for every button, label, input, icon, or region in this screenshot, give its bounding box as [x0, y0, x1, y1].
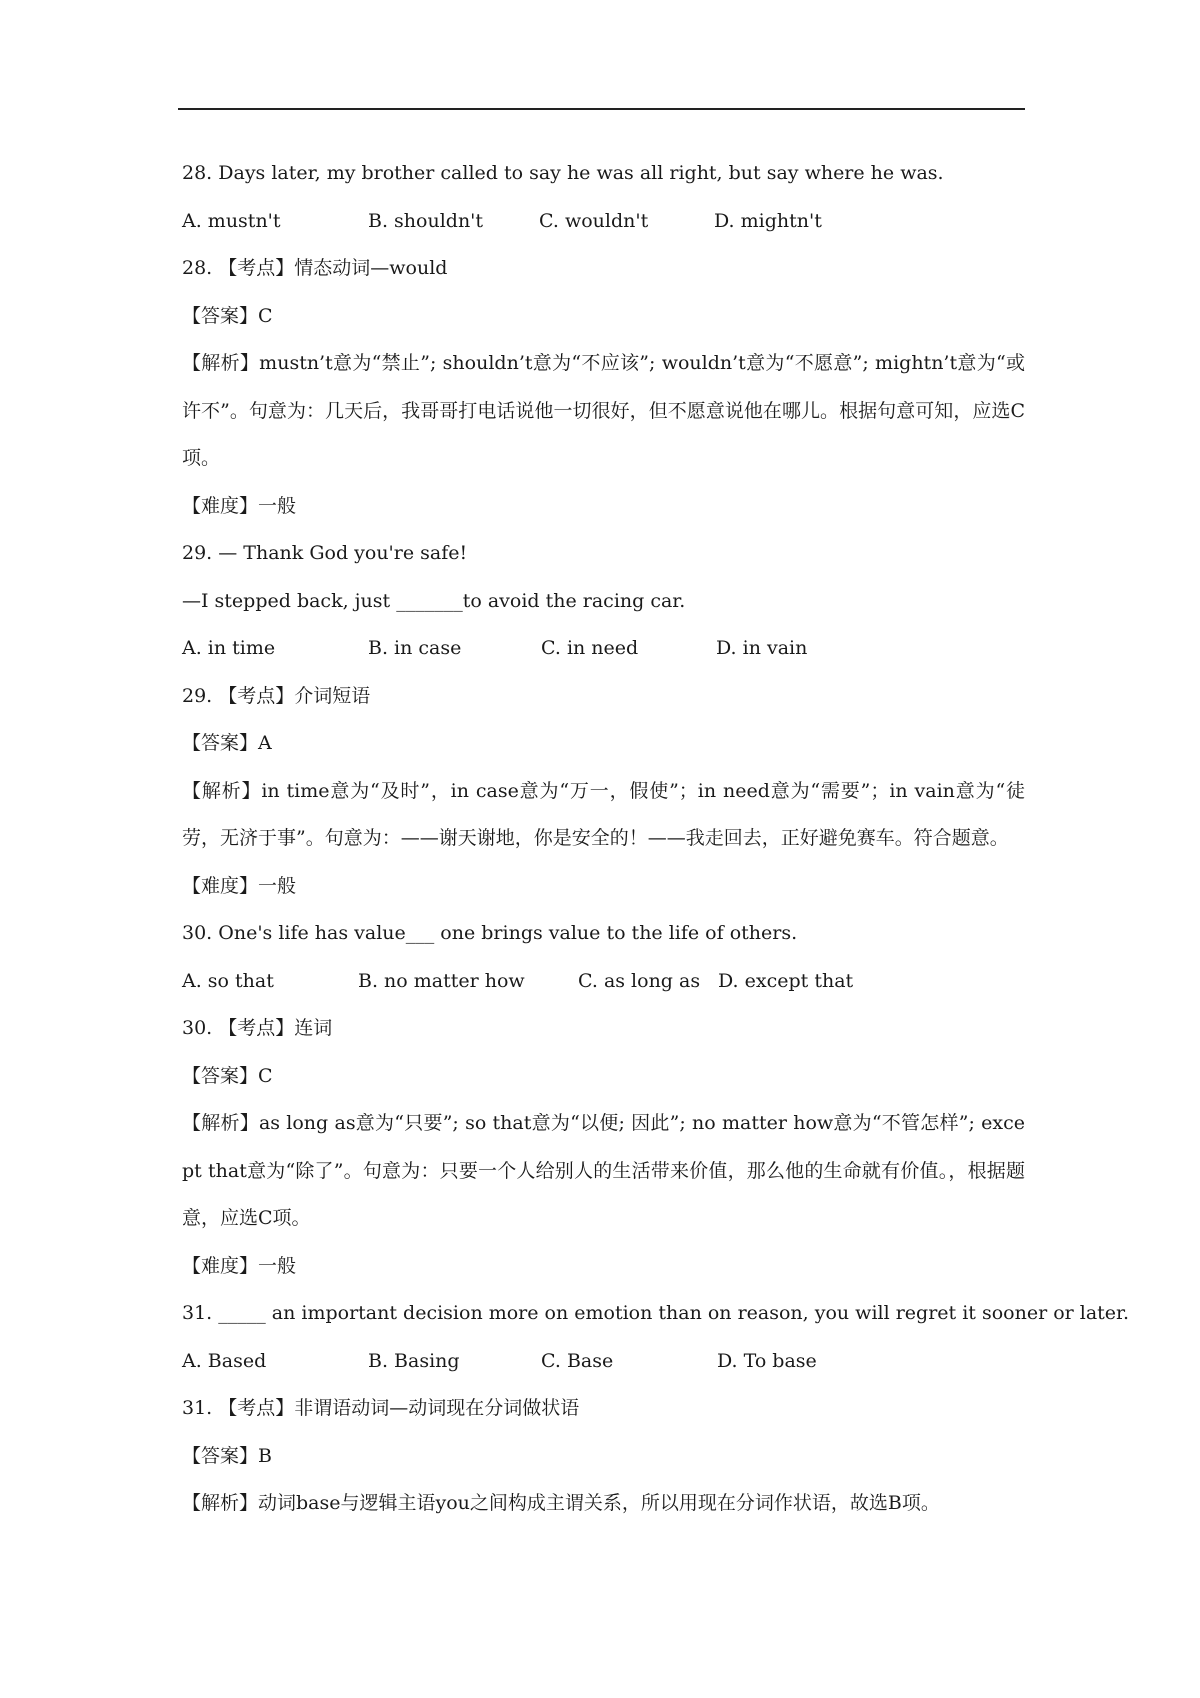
question-31-kaodian: 31. 【考点】非谓语动词—动词现在分词做状语 — [182, 1397, 580, 1419]
question-28-kaodian: 28. 【考点】情态动词—would — [182, 257, 448, 279]
question-31-options — [182, 1338, 1025, 1386]
option-c: C. wouldn't — [539, 209, 649, 232]
question-30-options — [182, 958, 1025, 1006]
option-b: B. no matter how — [358, 969, 525, 992]
question-28-difficulty: 【难度】一般 — [182, 494, 297, 517]
question-30-kaodian: 30. 【考点】连词 — [182, 1017, 333, 1039]
question-29-analysis: 【解析】in time意为“及时”，in case意为“万一，假使”；in need意为“需要”；in vain意为“徒劳，无济于事”。句意为：——谢天谢地，你是安全的！——我走回去，正好避免赛车。符合题意。 — [182, 779, 1025, 849]
question-29-stem: 29. — Thank God you're safe! — [182, 542, 468, 564]
option-a: A. mustn't — [182, 209, 281, 232]
option-d: D. in vain — [716, 637, 808, 659]
option-b: B. shouldn't — [368, 209, 484, 232]
option-a: A. Based — [182, 1349, 267, 1372]
option-c: C. Base — [541, 1349, 614, 1372]
option-d: D. To base — [717, 1349, 817, 1372]
question-30-answer: 【答案】C — [182, 1064, 273, 1087]
header-rule — [178, 108, 1025, 110]
question-29-difficulty: 【难度】一般 — [182, 874, 297, 897]
question-30-difficulty: 【难度】一般 — [182, 1254, 297, 1277]
option-c: C. in need — [541, 637, 639, 659]
question-28-analysis: 【解析】mustn’t意为“禁止”; shouldn’t意为“不应该”; wouldn’t意为“不愿意”; mightn’t意为“或许不”。句意为：几天后，我哥哥打电话说他一切很好，但不愿意说他在哪儿。根据句意可知，应选C项。 — [182, 352, 1025, 469]
option-b: B. in case — [368, 637, 462, 659]
question-28-options — [182, 198, 1025, 246]
question-30-stem: 30. One's life has value___ one brings value to the life of others. — [182, 922, 798, 944]
option-d: D. except that — [718, 969, 854, 992]
option-d: D. mightn't — [714, 209, 822, 232]
document-body — [182, 150, 1130, 1528]
question-29-kaodian: 29. 【考点】介词短语 — [182, 684, 371, 707]
option-a: A. in time — [182, 637, 276, 659]
question-29-stem-reply: —I stepped back, just _______to avoid the racing car. — [182, 589, 686, 612]
question-30-analysis: 【解析】as long as意为“只要”; so that意为“以便; 因此”; no matter how意为“不管怎样”; except that意为“除了”。句意为：只要一个人给别人的生活带来价值，那么他的生命就有价值。，根据题意，应选C项。 — [182, 1112, 1025, 1229]
option-a: A. so that — [182, 969, 274, 992]
question-29-options — [182, 625, 1025, 673]
question-31-answer: 【答案】B — [182, 1444, 272, 1467]
option-c: C. as long as — [578, 969, 701, 992]
option-b: B. Basing — [368, 1349, 460, 1372]
question-29-answer: 【答案】A — [182, 732, 272, 754]
question-28-stem: 28. Days later, my brother called to say he was all right, but say where he was. — [182, 162, 944, 184]
question-31-stem: 31. _____ an important decision more on emotion than on reason, you will regret it sooner or later. — [182, 1302, 1130, 1324]
question-28-answer: 【答案】C — [182, 304, 273, 327]
question-31-analysis: 【解析】动词base与逻辑主语you之间构成主谓关系，所以用现在分词作状语，故选B项。 — [182, 1492, 940, 1514]
